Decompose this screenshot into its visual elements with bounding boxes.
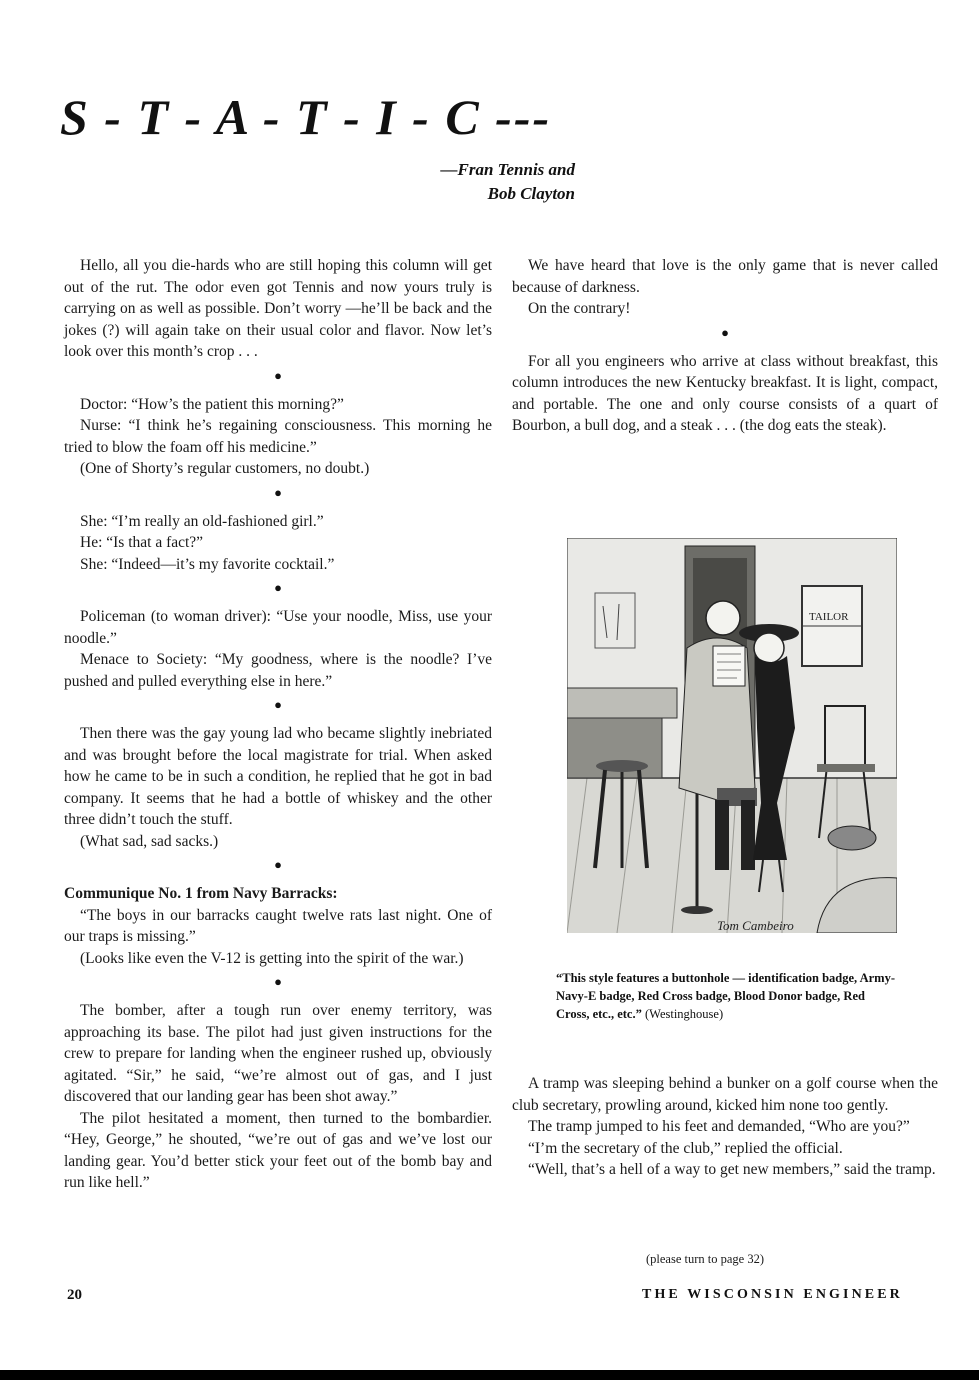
cartoon-illustration: [567, 538, 897, 933]
separator-dot: ●: [274, 484, 282, 500]
joke-line: Menace to Society: “My goodness, where is the noodle? I’ve pushed and pulled everything else in here.”: [64, 651, 492, 690]
artist-signature: Tom Cambeiro: [717, 918, 794, 933]
article-title: S - T - A - T - I - C ---: [60, 89, 552, 145]
right-column-bottom: [512, 1073, 938, 1181]
joke-line: A tramp was sleeping behind a bunker on a golf course when the club secretary, prowling around, kicked him none too gently.: [512, 1075, 938, 1114]
joke-line: The bomber, after a tough run over enemy territory, was approaching its base. The pilot had just given instructions for the crew to prepare for landing when the engineer rushed up, obviously agitated. “Sir,” he said, “we’re almost out of gas, and I just discovered that our landing gear has been shot away.”: [64, 1002, 492, 1105]
joke-line: Nurse: “I think he’s regaining consciousness. This morning he tried to blow the foam off his medicine.”: [64, 417, 492, 456]
scan-edge: [0, 1370, 979, 1380]
window-sign: TAILOR: [809, 611, 849, 623]
joke-line: Then there was the gay young lad who became slightly inebriated and was brought before the local magistrate for trial. When asked how he came to be in such a condition, he replied that he got in bad company. It seems that he had a bottle of whiskey and the other three didn’t touch the stuff.: [64, 725, 492, 828]
joke-line: (Looks like even the V-12 is getting into the spirit of the war.): [80, 949, 464, 967]
separator-dot: ●: [274, 697, 282, 712]
joke-line: “I’m the secretary of the club,” replied the official.: [528, 1139, 843, 1157]
byline-line-1: —Fran Tennis and: [440, 160, 575, 179]
separator-dot: ●: [274, 580, 282, 595]
section-heading: Communique No. 1 from Navy Barracks:: [64, 885, 338, 902]
page-number: 20: [67, 1287, 82, 1303]
joke-line: We have heard that love is the only game that is never called because of darkness.: [512, 257, 938, 296]
joke-line: She: “I’m really an old-fashioned girl.”: [80, 512, 324, 530]
joke-line: “Well, that’s a hell of a way to get new members,” said the tramp.: [528, 1161, 936, 1178]
caption-credit: (Westinghouse): [644, 1007, 724, 1021]
magazine-name: THE WISCONSIN ENGINEER: [642, 1287, 903, 1302]
cartoon-caption: [556, 969, 896, 1023]
joke-line: Doctor: “How’s the patient this morning?”: [80, 395, 344, 413]
intro-paragraph: Hello, all you die-hards who are still hoping this column will get out of the rut. The odor even got Tennis and now yours truly is carrying on as well as possible. Don’t worry —he’ll be back and the jokes (?) will again take on their usual color and flavor. Now let’s look over this month’s crop . . .: [64, 257, 492, 360]
joke-line: For all you engineers who arrive at class without breakfast, this column introduces the new Kentucky breakfast. It is light, compact, and portable. The one and only course consists of a quart of Bourbon, a bull dog, and a steak . . . (the dog eats the steak).: [512, 352, 938, 434]
separator-dot: ●: [274, 367, 282, 383]
byline: [400, 158, 575, 206]
caption-text: “This style features a buttonhole — identification badge, Army-Navy-E badge, Red Cross badge, Blood Donor badge, Red Cross, etc., etc.”: [556, 971, 896, 1021]
joke-line: (One of Shorty’s regular customers, no doubt.): [80, 460, 370, 477]
joke-line: The tramp jumped to his feet and demanded, “Who are you?”: [528, 1118, 910, 1135]
joke-line: On the contrary!: [528, 300, 631, 317]
right-column-top: [512, 255, 938, 437]
joke-line: Policeman (to woman driver): “Use your noodle, Miss, use your noodle.”: [64, 608, 492, 647]
joke-line: He: “Is that a fact?”: [80, 534, 204, 551]
joke-line: She: “Indeed—it’s my favorite cocktail.”: [80, 555, 335, 573]
byline-line-2: Bob Clayton: [487, 184, 575, 203]
joke-line: (What sad, sad sacks.): [80, 832, 219, 850]
separator-dot: ●: [274, 974, 282, 989]
left-column: [64, 255, 492, 1194]
continued-note: (please turn to page 32): [646, 1252, 765, 1266]
joke-line: “The boys in our barracks caught twelve rats last night. One of our traps is missing.”: [64, 906, 492, 945]
separator-dot: ●: [721, 324, 729, 340]
separator-dot: ●: [274, 857, 282, 872]
joke-line: The pilot hesitated a moment, then turned to the bombardier. “Hey, George,” he shouted, “we’re out of gas and we’ve lost our landing gear. You’d better stick your feet out of the bomb bay and run like hell.”: [64, 1109, 492, 1191]
